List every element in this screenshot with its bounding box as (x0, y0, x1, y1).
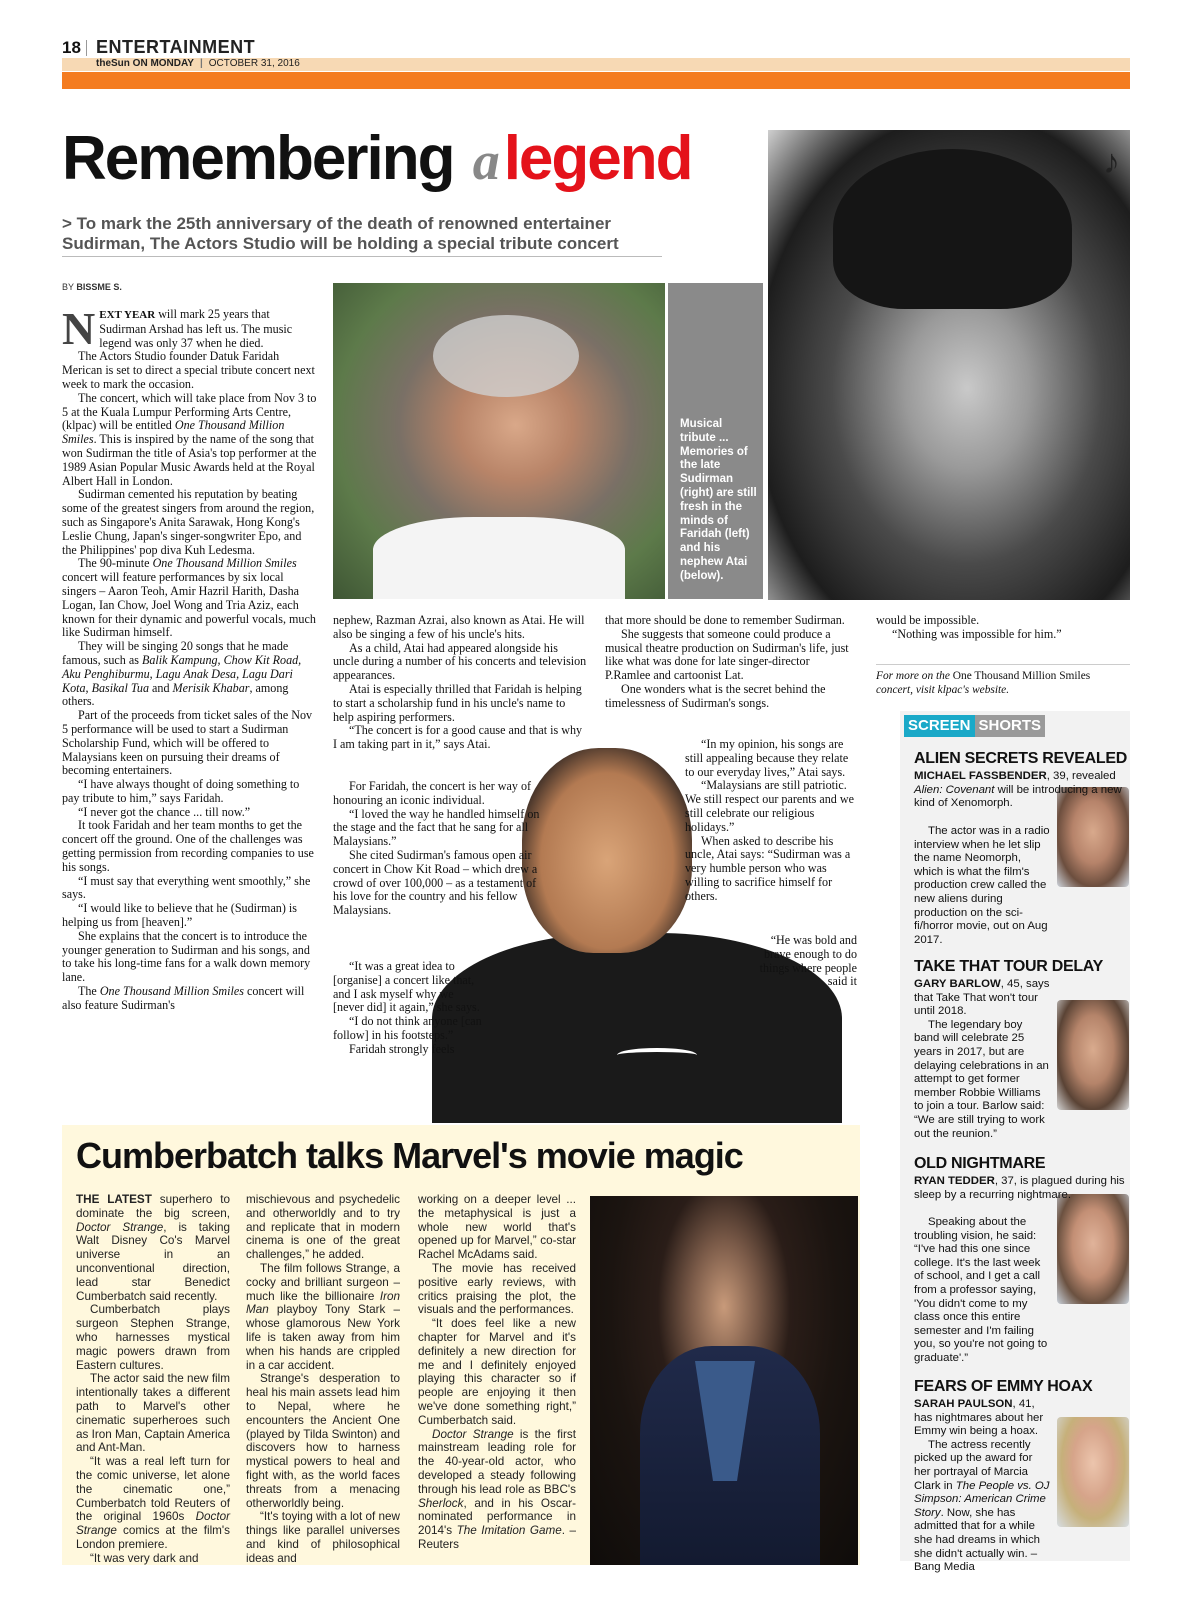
concert-title: One Thousand Million Smiles (62, 418, 285, 447)
sudirman-photo (768, 130, 1130, 600)
paragraph: “In my opinion, his songs are still appealing because they relate to our everyday lives,” Atai says. (685, 737, 849, 779)
paragraph: She cited Sudirman's famous open air concert in Chow Kit Road – which drew a crowd of over 100,000 – as a testament of his love for the country and his fellow Malaysians. (333, 847, 538, 918)
text: . Now, she has admitted that for a while she had dreams in which she didn't actually win. – Bang Media (914, 1506, 1040, 1574)
comic-title: Doctor Strange (76, 1510, 230, 1538)
tshirt-logo (617, 1048, 697, 1062)
short-headline: TAKE THAT TOUR DELAY (914, 958, 1103, 975)
byline-prefix: BY (62, 282, 74, 292)
paragraph: The Actors Studio founder Datuk Faridah Merican is set to direct a special tribute concert next week to mark the occasion. (62, 349, 315, 391)
text: For more on the (876, 670, 953, 682)
text: , and in his Oscar-nominated performance in 2014's (418, 1496, 576, 1538)
paragraph: Faridah strongly feels (349, 1041, 455, 1056)
paragraph: “It's toying with a lot of new things like parallel universes and kind of philosophical ideas and (246, 1510, 400, 1565)
article-column-3b (685, 738, 857, 904)
paragraph: “Malaysians are still patriotic. We still respect our parents and we still celebrate our religious holidays.” (685, 778, 854, 834)
paragraph (246, 1262, 400, 1372)
barlow-photo (1057, 1000, 1129, 1110)
paragraph: “I never got the chance ... till now.” (78, 804, 251, 819)
header-divider (86, 40, 87, 56)
cumberbatch-column-1 (76, 1193, 230, 1566)
more-info-rule (876, 664, 1130, 665)
paragraph: The actor was in a radio interview when he let slip the name Neomorph, which is what the film's production crew called the new aliens during production on the sci-fi/horror movie, out on Aug 2017. (914, 825, 1050, 946)
paragraph: It took Faridah and her team months to get the concert off the ground. One of the challenges was getting permission from recording companies to use his songs. (62, 818, 314, 874)
text: is the first mainstream leading role for the 40-year-old actor, who developed a steady following through his lead role as BBC's (418, 1427, 576, 1496)
short-body (914, 770, 1128, 811)
article-column-3c (740, 934, 857, 989)
film-title: Iron Man (246, 1289, 400, 1317)
short-body-cont (914, 825, 1050, 947)
film-title: The Imitation Game (456, 1524, 562, 1538)
paragraph: The actor said the new film intentionally takes a different path to Marvel's other cinematic superheroes such as Iron Man, Captain America and Ant-Man. (76, 1372, 230, 1455)
text: They will be singing 20 songs that he made famous, such as (62, 639, 289, 667)
text: , 39, revealed (1046, 770, 1116, 782)
sudirman-hair (833, 149, 1072, 309)
text: “It was a real left turn for the comic universe, let alone the cinematic one,” Cumberbatch told Reuters of the original 1960s (76, 1455, 230, 1524)
paragraph: One wonders what is the secret behind the timelessness of Sudirman's songs. (605, 681, 826, 710)
paragraph: “I do not think anyone [can follow] in his footsteps.” (333, 1014, 482, 1042)
faridah-shirt (373, 517, 625, 599)
song-title: Merisik Khabar (172, 680, 250, 695)
short-body-cont (914, 1216, 1050, 1366)
headline-word-legend: legend (503, 124, 692, 193)
headline-word-a: a (472, 131, 500, 191)
paragraph: working on a deeper level ... the metaphysical is just a whole new world that's opened up for Marvel,” co-star Rachel McAdams said. (418, 1193, 576, 1262)
tedder-photo (1057, 1194, 1129, 1304)
byline-author: BISSME S. (76, 282, 122, 292)
paper-dateline (96, 58, 300, 69)
text: , among others. (62, 680, 289, 709)
paragraph (62, 303, 317, 354)
person-name: RYAN TEDDER (914, 1175, 995, 1187)
headline-word-1: Remembering (62, 124, 454, 193)
cumberbatch-column-2 (246, 1193, 400, 1566)
paragraph: Sudirman cemented his reputation by beating some of the greatest singers from around the region, such as Singapore's Anita Sarawak, Hong Kong's Leslie Chung, Japan's singer-songwriter Epo, and the Philippines' pop diva Kuh Ledesma. (62, 487, 315, 557)
cumberbatch-headline: Cumberbatch talks Marvel's movie magic (76, 1135, 743, 1176)
paragraph: The legendary boy band will celebrate 25 years in 2017, but are delaying celebrations in an attempt to get former member Robbie Williams to join a tour. Barlow said: “We are still trying to work out the reunion.” (914, 1018, 1049, 1140)
paragraph (418, 1428, 576, 1552)
paper-name: theSun ON MONDAY (96, 58, 194, 69)
cumberbatch-photo (590, 1196, 858, 1565)
more-info-note (876, 670, 1130, 698)
paragraph: Atai is especially thrilled that Faridah is helping to start a scholarship fund in his uncle's name to help aspiring performers. (333, 681, 582, 724)
article-column-3a (605, 614, 857, 711)
short-lead (914, 770, 1128, 811)
film-title: Doctor Strange (432, 1427, 514, 1441)
paragraph: As a child, Atai had appeared alongside his uncle during a number of his concerts and television appearances. (333, 640, 587, 683)
page-number: 18 (62, 38, 81, 57)
article-column-2b (333, 780, 551, 918)
article-headline (62, 124, 692, 193)
paragraph (62, 985, 317, 1013)
paragraph: “I must say that everything went smoothly,” she says. (62, 873, 311, 902)
concert-title: One Thousand Million Smiles (152, 556, 297, 571)
text: concert will also feature Sudirman's (62, 984, 305, 1012)
paragraph: Part of the proceeds from ticket sales of the Nov 5 performance will be used to start a Sudirman Scholarship Fund, which will be offered to Malaysians keen on pursuing their dreams of becoming entertainers. (62, 708, 313, 778)
show-title: Sherlock (418, 1496, 464, 1510)
screen-shorts-tag (904, 715, 1045, 737)
concert-title: One Thousand Million Smiles (952, 670, 1091, 682)
lead-caps: THE LATEST (76, 1193, 152, 1206)
paragraph: “I loved the way he handled himself on the stage and the fact that he sang for all Malaysians.” (333, 806, 540, 849)
paragraph (76, 1455, 230, 1552)
paulson-photo (1057, 1417, 1129, 1527)
text: The (78, 984, 100, 999)
dateline-sep: | (199, 58, 203, 69)
paragraph: For Faridah, the concert is her way of honouring an iconic individual. (333, 779, 532, 807)
short-headline: OLD NIGHTMARE (914, 1155, 1046, 1172)
paragraph (62, 640, 317, 709)
text: , 37, is plagued during his sleep by a recurring nightmare. (914, 1175, 1125, 1201)
text: , 41, has nightmares about her Emmy win being a hoax. (914, 1398, 1044, 1438)
short-body (914, 1398, 1050, 1575)
paragraph: “I would like to believe that he (Sudirman) is helping us from [heaven].” (62, 901, 297, 930)
paragraph: “The concert is for a good cause and that is why I am taking part in it,” says Atai. (333, 723, 583, 752)
lead-caps: EXT YEAR (99, 309, 156, 321)
paragraph: “It was very dark and (90, 1551, 199, 1565)
paragraph: The movie has received positive early reviews, with critics praising the plot, the visuals and the performances. (418, 1261, 576, 1317)
deck-rule (62, 256, 662, 257)
film-title: Doctor Strange (76, 1220, 164, 1234)
article-column-1 (62, 303, 317, 1013)
film-title: Alien: Covenant (914, 783, 995, 796)
paragraph: Cumberbatch plays surgeon Stephen Strange, who harnesses mystical magic powers drawn from Eastern cultures. (76, 1303, 230, 1372)
person-name: MICHAEL FASSBENDER (914, 770, 1047, 782)
text: and (149, 680, 173, 695)
article-column-2a (333, 614, 587, 752)
paragraph (62, 557, 317, 640)
paragraph: that more should be done to remember Sudirman. (605, 613, 845, 627)
autograph: ♪ (1103, 144, 1120, 181)
short-body (914, 978, 1050, 1141)
paragraph (914, 1439, 1050, 1575)
text: The actress recently picked up the award for her portrayal of Marcia Clark in (914, 1438, 1033, 1492)
issue-date: OCTOBER 31, 2016 (208, 58, 300, 69)
text: . – Reuters (418, 1524, 577, 1551)
paragraph: Strange's desperation to heal his main assets lead him to Nepal, where he encounters the Ancient One (played by Tilda Swinton) and discovers how to harness mystical powers to heal and fight with, as the world faces threats from a menacing otherworldly being. (246, 1372, 400, 1510)
text: superhero to dominate the big screen, (76, 1193, 230, 1220)
article-column-4 (876, 614, 1130, 642)
paragraph: When asked to describe his uncle, Atai says: “Sudirman was a very humble person who was willing to sacrifice himself for others. (685, 833, 851, 903)
header-band-orange (62, 72, 1130, 89)
paragraph: She suggests that someone could produce a musical theatre production on Sudirman's life, just like what was done for late singer-director P.Ramlee and cartoonist Lat. (605, 626, 849, 683)
tag-screen: SCREEN (904, 715, 975, 737)
paragraph: would be impossible. (876, 613, 980, 627)
text: concert, visit klpac's website. (876, 683, 1010, 696)
short-lead (914, 978, 1050, 1019)
text: concert will feature performances by six local singers – Aaron Teoh, Amir Hazril Harith, Dasha Logan, Ian Chow, Joel Wong and Tria Aziz, each known for their dynamic and powerful vocals, much like Sudirman himself. (62, 570, 316, 640)
short-lead (914, 1175, 1128, 1202)
text: The concert, which will take place from Nov 3 to 5 at the Kuala Lumpur Performing Arts Centre, (klpac) will be entitled (62, 390, 317, 433)
tag-shorts: SHORTS (975, 715, 1046, 737)
text: The film follows Strange, a cocky and brilliant surgeon – much like the billionaire (246, 1261, 400, 1303)
paragraph (76, 1193, 230, 1303)
text: playboy Tony Stark – whose glamorous New York life is taken away from him when his hands are crippled in a car accident. (246, 1303, 400, 1372)
concert-title: One Thousand Million Smiles (99, 984, 244, 999)
article-column-2c (333, 960, 483, 1057)
paragraph: “I have always thought of doing something to pay tribute to him,” says Faridah. (62, 777, 300, 805)
paragraph: mischievous and psychedelic and otherworldly and to try and replicate that in modern cinema is one of the great challenges,” he added. (246, 1193, 400, 1262)
paragraph: “It does feel like a new chapter for Marvel and it's definitely a new direction for me and I definitely enjoyed playing this character so if people are enjoying it then we've done something right,” Cumberbatch said. (418, 1317, 576, 1427)
paragraph: She explains that the concert is to introduce the younger generation to Sudirman and his songs, and to take his long-time fans for a walk down memory lane. (62, 928, 311, 985)
paragraph: “Nothing was impossible for him.” (892, 626, 1062, 641)
drop-cap: N (62, 303, 96, 354)
short-headline: ALIEN SECRETS REVEALED (914, 750, 1127, 767)
text: comics at the film's London premiere. (76, 1524, 230, 1551)
section-title: ENTERTAINMENT (96, 37, 256, 57)
text: . This is inspired by the name of the song that won Sudirman the title of Asia's top performer at the 1989 Asian Popular Music Awards held at the Royal Albert Hall in London. (62, 432, 317, 488)
text: The 90-minute (78, 556, 153, 571)
paragraph (62, 392, 317, 489)
photo-caption: Musical tribute ... Memories of the late Sudirman (right) are still fresh in the minds of Faridah (left) and his nephew Atai (below). (680, 418, 757, 582)
short-lead (914, 1398, 1050, 1439)
text: , 45, says that Take That won't tour until 2018. (914, 978, 1050, 1018)
short-body (914, 1175, 1128, 1202)
paragraph: “He was bold and brave enough to do things where people said it (759, 933, 857, 989)
song-titles: Balik Kampung, Chow Kit Road, Aku Penghiburmu, Lagu Anak Desa, Lagu Dari Kota, Basikal Tua (62, 652, 302, 695)
short-headline: FEARS OF EMMY HOAX (914, 1378, 1093, 1395)
paragraph: “It was a great idea to [organise] a concert like that, and I ask myself why we [never did] it again,” she says. (333, 959, 480, 1015)
text: , is taking Walt Disney Co's Marvel universe in an unconventional direction, lead star Benedict Cumberbatch said recently. (76, 1220, 230, 1303)
show-title: The People vs. OJ Simpson: American Crime Story (914, 1479, 1050, 1519)
paragraph: Speaking about the troubling vision, he said: “I've had this one since college. It's the last week of school, and I get a call from a professor saying, 'You didn't come to my class once this entire semester and I'm failing you, so you're not going to graduate'.” (914, 1216, 1048, 1364)
text: will be introducing a new kind of Xenomorph. (914, 783, 1122, 810)
cumberbatch-column-3 (418, 1193, 576, 1552)
paragraph: nephew, Razman Azrai, also known as Atai. He will also be singing a few of his uncle's hits. (333, 613, 585, 641)
article-deck: > To mark the 25th anniversary of the death of renowned entertainer Sudirman, The Actors Studio will be holding a special tribute concert (62, 214, 619, 253)
person-name: GARY BARLOW (914, 978, 1001, 990)
faridah-photo (333, 283, 665, 599)
person-name: SARAH PAULSON (914, 1398, 1013, 1410)
paragraph-text: will mark 25 years that Sudirman Arshad has left us. The music legend was only 37 when he died. (99, 307, 293, 350)
byline (62, 282, 122, 292)
